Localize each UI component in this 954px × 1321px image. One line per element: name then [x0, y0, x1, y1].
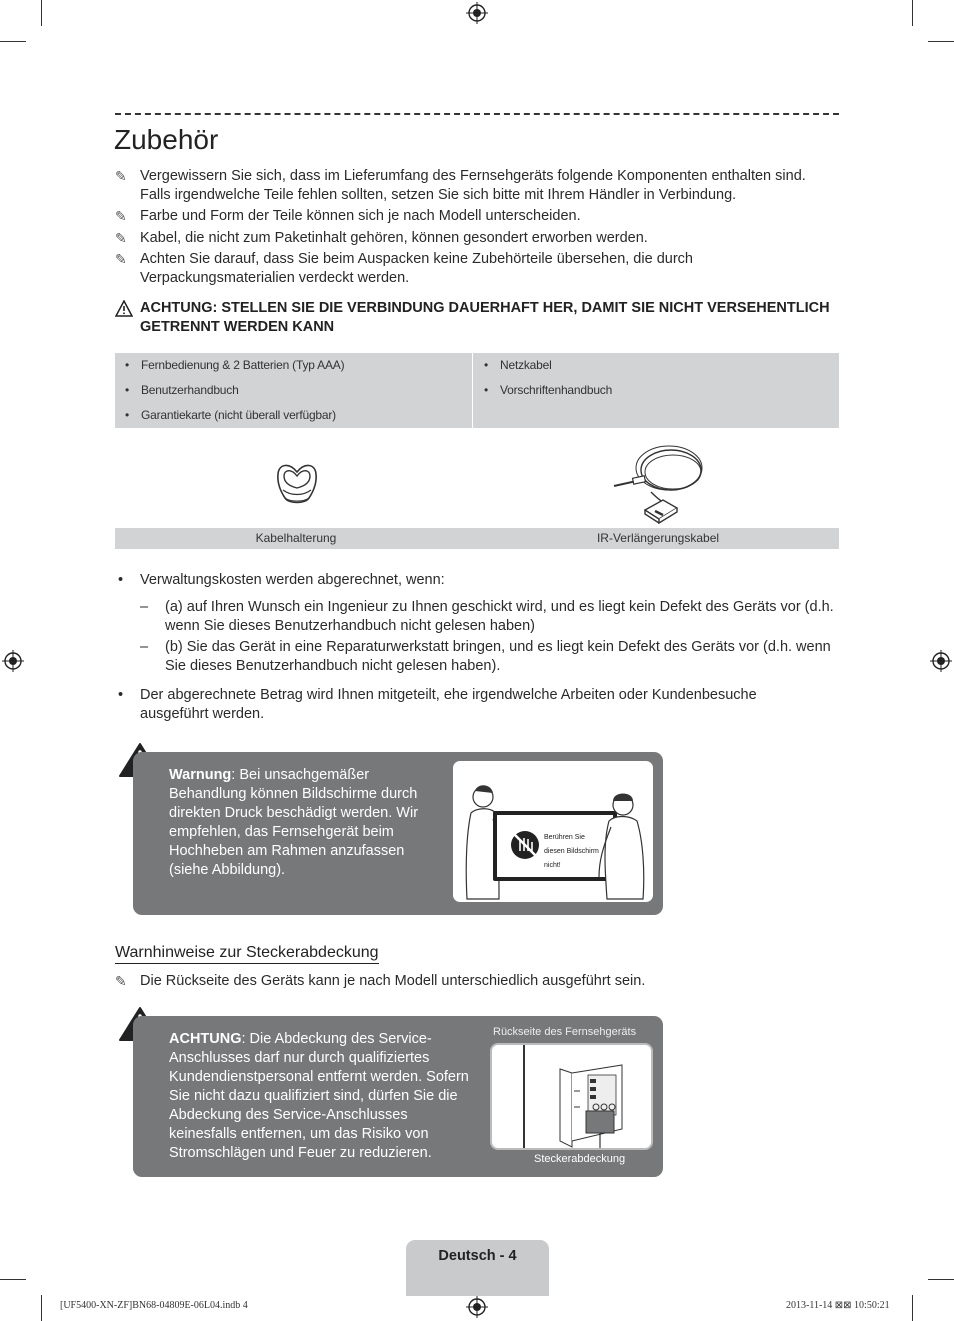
caption-ir-cable: IR-Verlängerungskabel	[596, 531, 720, 545]
registration-mark-icon	[466, 2, 488, 24]
lift-tv-illustration	[453, 761, 653, 902]
crop-mark	[0, 1279, 26, 1280]
screen-text-line: Berühren Sie	[544, 834, 585, 841]
note-item: ✎ Farbe und Form der Teile können sich je nach Modell unterscheiden.	[115, 208, 581, 224]
fee-intro: • Verwaltungskosten werden abgerechnet, wenn:	[118, 572, 445, 588]
cable-holder-icon	[275, 458, 319, 508]
caution-box	[133, 1016, 663, 1177]
registration-mark-icon	[466, 1296, 488, 1318]
caution-text: ACHTUNG: Die Abdeckung des Service-Anschlusses darf nur durch qualifiziertes Kundendienstpersonal entfernt werden. Sofern Sie nicht dazu qualifiziert sind, dürfen Sie die Abdeckung des Service-Anschlusses keinesfalls entfernen, um das Risiko von Stromschlägen und Feuer zu reduzieren.	[169, 1031, 469, 1161]
diagram-bottom-label: Steckerabdeckung	[534, 1153, 626, 1165]
section-heading: Warnhinweise zur Steckerabdeckung	[115, 944, 379, 964]
pencil-note-icon: ✎	[115, 168, 127, 184]
crop-mark	[41, 0, 42, 26]
pencil-note-icon: ✎	[115, 251, 127, 267]
warning-triangle-icon	[115, 300, 133, 317]
note-item: ✎ Achten Sie darauf, dass Sie beim Auspacken keine Zubehörteile übersehen, die durch Verpackungsmaterialien verdeckt werden.	[115, 251, 693, 286]
diagram-top-label: Rückseite des Fernsehgeräts	[493, 1026, 637, 1038]
caution-notice: ACHTUNG: STELLEN SIE DIE VERBINDUNG DAUERHAFT HER, DAMIT SIE NICHT VERSEHENTLICH GETRENNT WERDEN KANN	[115, 299, 835, 337]
list-item: • Netzkabel	[484, 358, 552, 372]
caution-label: ACHTUNG	[169, 1031, 242, 1047]
accessories-table	[115, 353, 839, 428]
warning-label: Warnung	[169, 767, 232, 783]
section-divider	[115, 113, 839, 115]
fee-case: – (a) auf Ihren Wunsch ein Ingenieur zu Ihnen geschickt wird, und es liegt kein Defekt des Geräts vor (d.h. wenn Sie dieses Benutzerhandbuch nicht gelesen haben)	[140, 599, 834, 634]
registration-mark-icon	[2, 650, 24, 672]
fee-note: • Der abgerechnete Betrag wird Ihnen mitgeteilt, ehe irgendwelche Arbeiten oder Kundenbesuche ausgeführt werden.	[118, 687, 757, 722]
print-timestamp: 2013-11-14 ⊠⊠ 10:50:21	[786, 1300, 890, 1311]
screen-text-line: diesen Bildschirm	[544, 848, 599, 855]
note-item: ✎ Kabel, die nicht zum Paketinhalt gehören, können gesondert erworben werden.	[115, 230, 648, 246]
page-number: Deutsch - 4	[438, 1248, 517, 1264]
warning-text: Warnung: Bei unsachgemäßer Behandlung können Bildschirme durch direkten Druck beschädigt werden. Wir empfehlen, das Fernsehgerät beim Hochheben am Rahmen anzufassen (siehe Abbildung).	[169, 767, 419, 878]
note-item: ✎ Die Rückseite des Geräts kann je nach Modell unterschiedlich ausgeführt sein.	[115, 973, 646, 989]
list-item: • Vorschriftenhandbuch	[484, 383, 613, 397]
fee-case: – (b) Sie das Gerät in eine Reparaturwerkstatt bringen, und es liegt kein Defekt des Geräts vor (d.h. wenn Sie dieses Benutzerhandbuch nicht gelesen haben).	[140, 639, 831, 674]
accessory-images	[115, 436, 839, 526]
list-item: • Garantiekarte (nicht überall verfügbar)	[125, 408, 336, 422]
caption-cable-holder: Kabelhalterung	[255, 531, 337, 545]
ir-extension-cable-icon	[611, 444, 709, 524]
pencil-note-icon: ✎	[115, 230, 127, 246]
accessory-captions	[115, 528, 839, 549]
crop-mark	[928, 41, 954, 42]
crop-mark	[912, 0, 913, 26]
print-file-info: [UF5400-XN-ZF]BN68-04809E-06L04.indb 4	[60, 1300, 248, 1311]
tv-rear-panel-icon	[492, 1045, 651, 1148]
page-title: Zubehör	[114, 124, 219, 155]
people-lifting-tv-icon	[453, 761, 653, 902]
list-item: • Fernbedienung & 2 Batterien (Typ AAA)	[125, 358, 345, 372]
tv-rear-diagram	[490, 1043, 653, 1150]
page-number-tab	[406, 1240, 549, 1296]
crop-mark	[928, 1279, 954, 1280]
accessories-column-left	[115, 353, 473, 428]
note-item: ✎ Vergewissern Sie sich, dass im Lieferumfang des Fernsehgeräts folgende Komponenten enthalten sind. Falls irgendwelche Teile fehlen sollten, setzen Sie sich bitte mit Ihrem Händler in Verbindung.	[115, 168, 806, 203]
pencil-note-icon: ✎	[115, 208, 127, 224]
screen-text-line: nicht!	[544, 862, 561, 869]
warning-box	[133, 752, 663, 915]
crop-mark	[0, 41, 26, 42]
pencil-note-icon: ✎	[115, 973, 127, 989]
crop-mark	[912, 1295, 913, 1321]
crop-mark	[41, 1295, 42, 1321]
accessories-column-right	[474, 353, 839, 428]
list-item: • Benutzerhandbuch	[125, 383, 239, 397]
registration-mark-icon	[930, 650, 952, 672]
